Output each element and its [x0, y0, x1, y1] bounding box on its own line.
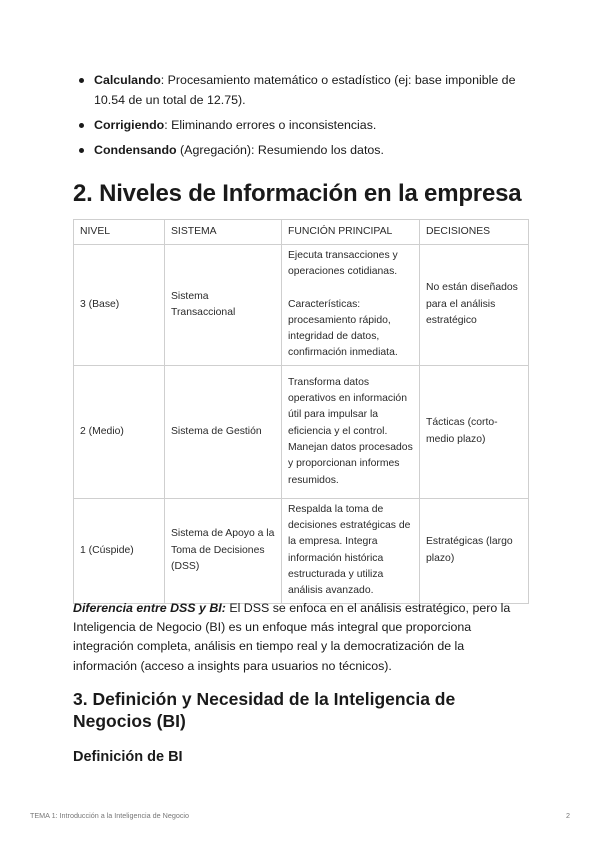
table-row: [74, 498, 529, 603]
funcion-paragraph: Ejecuta transacciones y operaciones cotidianas.: [288, 250, 398, 278]
bullet-text: (Agregación): Resumiendo los datos.: [176, 143, 384, 157]
funcion-paragraph: Características: procesamiento rápido, integridad de datos, confirmación inmediata.: [288, 298, 398, 359]
table-row: [74, 245, 529, 366]
cell-decisiones: Tácticas (corto-medio plazo): [420, 365, 529, 498]
section-3-heading: 3. Definición y Necesidad de la Inteligencia de Negocios (BI): [73, 689, 456, 731]
note-text: El DSS se enfoca en el análisis estratégico, pero la Inteligencia de Negocio (BI) es un enfoque más integral que proporciona integración completa, análisis en tiempo real y la democratización de la información (acceso a insights para usuarios no técnicos).: [73, 601, 511, 673]
bullet-term: Calculando: [94, 73, 161, 87]
bullet-text: : Procesamiento matemático o estadístico (ej: base imponible de 10.54 de un total de 12.75).: [94, 73, 516, 107]
list-item: [76, 140, 536, 160]
cell-sistema: Sistema de Apoyo a la Toma de Decisiones (DSS): [165, 498, 282, 603]
cell-funcion: Respalda la toma de decisiones estratégicas de la empresa. Integra información histórica estructurada y utiliza análisis avanzado.: [282, 498, 420, 603]
dss-bi-note: [73, 599, 529, 676]
list-item: [76, 70, 536, 110]
header-decisiones: DECISIONES: [420, 220, 529, 245]
header-funcion: FUNCIÓN PRINCIPAL: [282, 220, 420, 245]
bullet-term: Condensando: [94, 143, 177, 157]
cell-nivel: 2 (Medio): [74, 365, 165, 498]
cell-nivel: 3 (Base): [74, 245, 165, 366]
bullet-term: Corrigiendo: [94, 118, 165, 132]
cell-funcion: [282, 245, 420, 366]
cell-funcion: Transforma datos operativos en información útil para impulsar la eficiencia y el control. Manejan datos procesados y proporcionan informes resumidos.: [282, 365, 420, 498]
bullet-text: : Eliminando errores o inconsistencias.: [164, 118, 377, 132]
page-number: 2: [566, 811, 570, 820]
cell-decisiones: Estratégicas (largo plazo): [420, 498, 529, 603]
table-header-row: [74, 220, 529, 245]
levels-table: [73, 219, 529, 604]
cell-sistema: Sistema Transaccional: [165, 245, 282, 366]
cell-decisiones: No están diseñados para el análisis estratégico: [420, 245, 529, 366]
cell-nivel: 1 (Cúspide): [74, 498, 165, 603]
footer-title: TEMA 1: Introducción a la Inteligencia de Negocio: [30, 811, 190, 820]
section-2-heading: 2. Niveles de Información en la empresa: [73, 180, 522, 207]
table-row: [74, 365, 529, 498]
list-item: [76, 115, 536, 135]
bullet-list: [76, 70, 536, 165]
header-nivel: NIVEL: [74, 220, 165, 245]
note-label: Diferencia entre DSS y BI:: [73, 601, 226, 615]
subsection-heading: Definición de BI: [73, 749, 183, 765]
header-sistema: SISTEMA: [165, 220, 282, 245]
cell-sistema: Sistema de Gestión: [165, 365, 282, 498]
